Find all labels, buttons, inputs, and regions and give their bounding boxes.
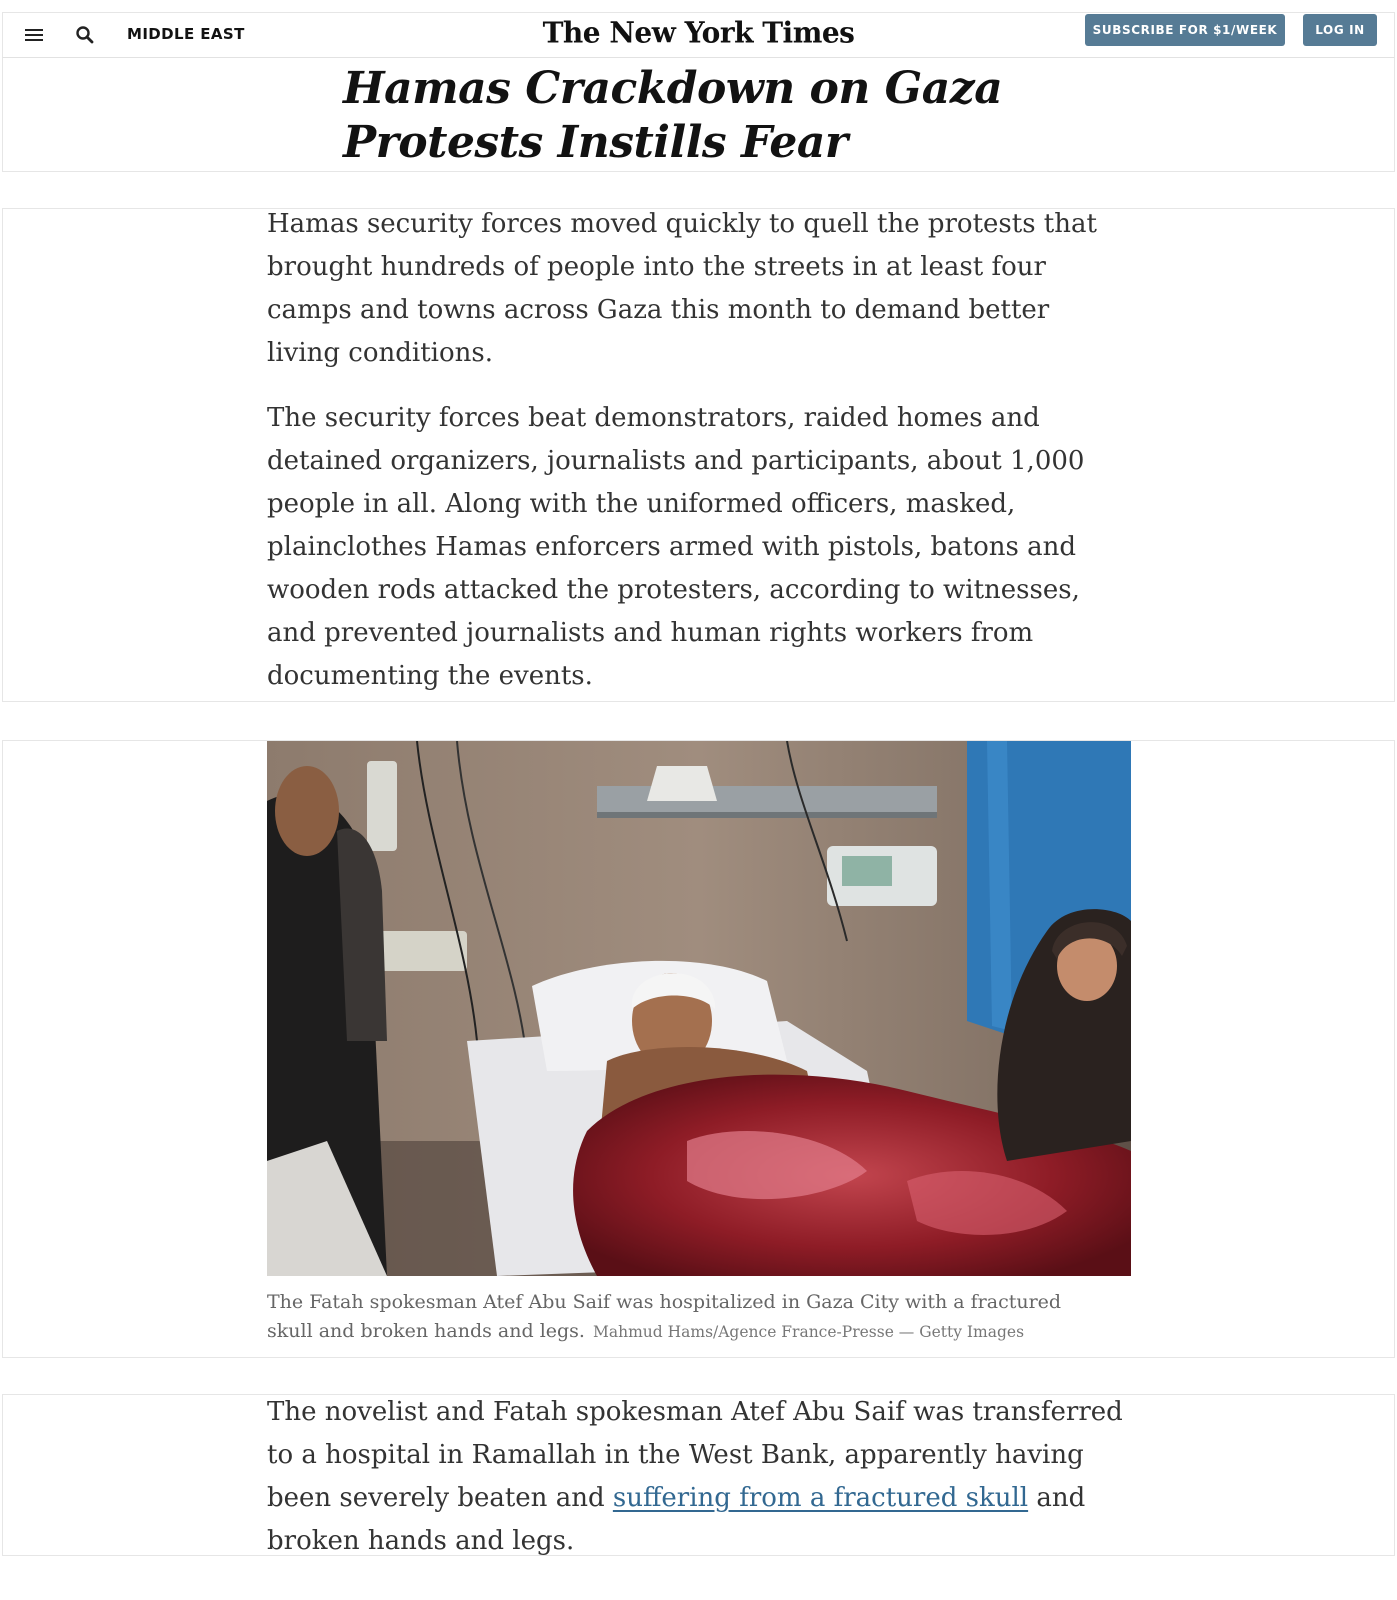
section-label[interactable]: MIDDLE EAST bbox=[127, 25, 245, 43]
photo-credit: Mahmud Hams/Agence France-Presse — Getty Images bbox=[592, 1323, 1025, 1341]
article-figure bbox=[2, 740, 1395, 1358]
masthead-logo[interactable]: The New York Times bbox=[542, 15, 855, 50]
subscribe-button[interactable]: SUBSCRIBE FOR $1/WEEK bbox=[1085, 14, 1285, 46]
photo-caption bbox=[267, 1288, 1087, 1347]
paragraph-text: and broken hands and legs. bbox=[267, 1483, 1086, 1556]
article-paragraph: Hamas security forces moved quickly to quell the protests that brought hundreds of people into the streets in at least four camps and towns across Gaza this month to demand better living conditions. bbox=[267, 209, 1097, 368]
caption-text: The Fatah spokesman Atef Abu Saif was hospitalized in Gaza City with a fractured skull and broken hands and legs. bbox=[267, 1291, 1062, 1342]
headline-container bbox=[2, 58, 1395, 172]
article-body-section bbox=[2, 208, 1395, 702]
article-body-section bbox=[2, 1394, 1395, 1556]
fractured-skull-link[interactable]: suffering from a fractured skull bbox=[612, 1483, 1029, 1513]
article-headline: Hamas Crackdown on Gaza Protests Instills Fear bbox=[343, 63, 1003, 168]
article-paragraph: The security forces beat demonstrators, raided homes and detained organizers, journalists and participants, about 1,000 people in all. Along with the uniformed officers, masked, plainclothes Hamas enforcers armed with pistols, batons and wooden rods attacked the protesters, according to witnesses, and prevented journalists and human rights workers from documenting the events. bbox=[267, 403, 1085, 691]
login-button[interactable]: LOG IN bbox=[1303, 14, 1377, 46]
hospital-photo bbox=[267, 741, 1131, 1276]
article-paragraph bbox=[267, 1391, 1127, 1563]
paragraph-text: The novelist and Fatah spokesman Atef Abu Saif was transferred to a hospital in Ramallah in the West Bank, apparently having been severely beaten and bbox=[267, 1397, 1123, 1513]
site-header bbox=[2, 12, 1395, 58]
